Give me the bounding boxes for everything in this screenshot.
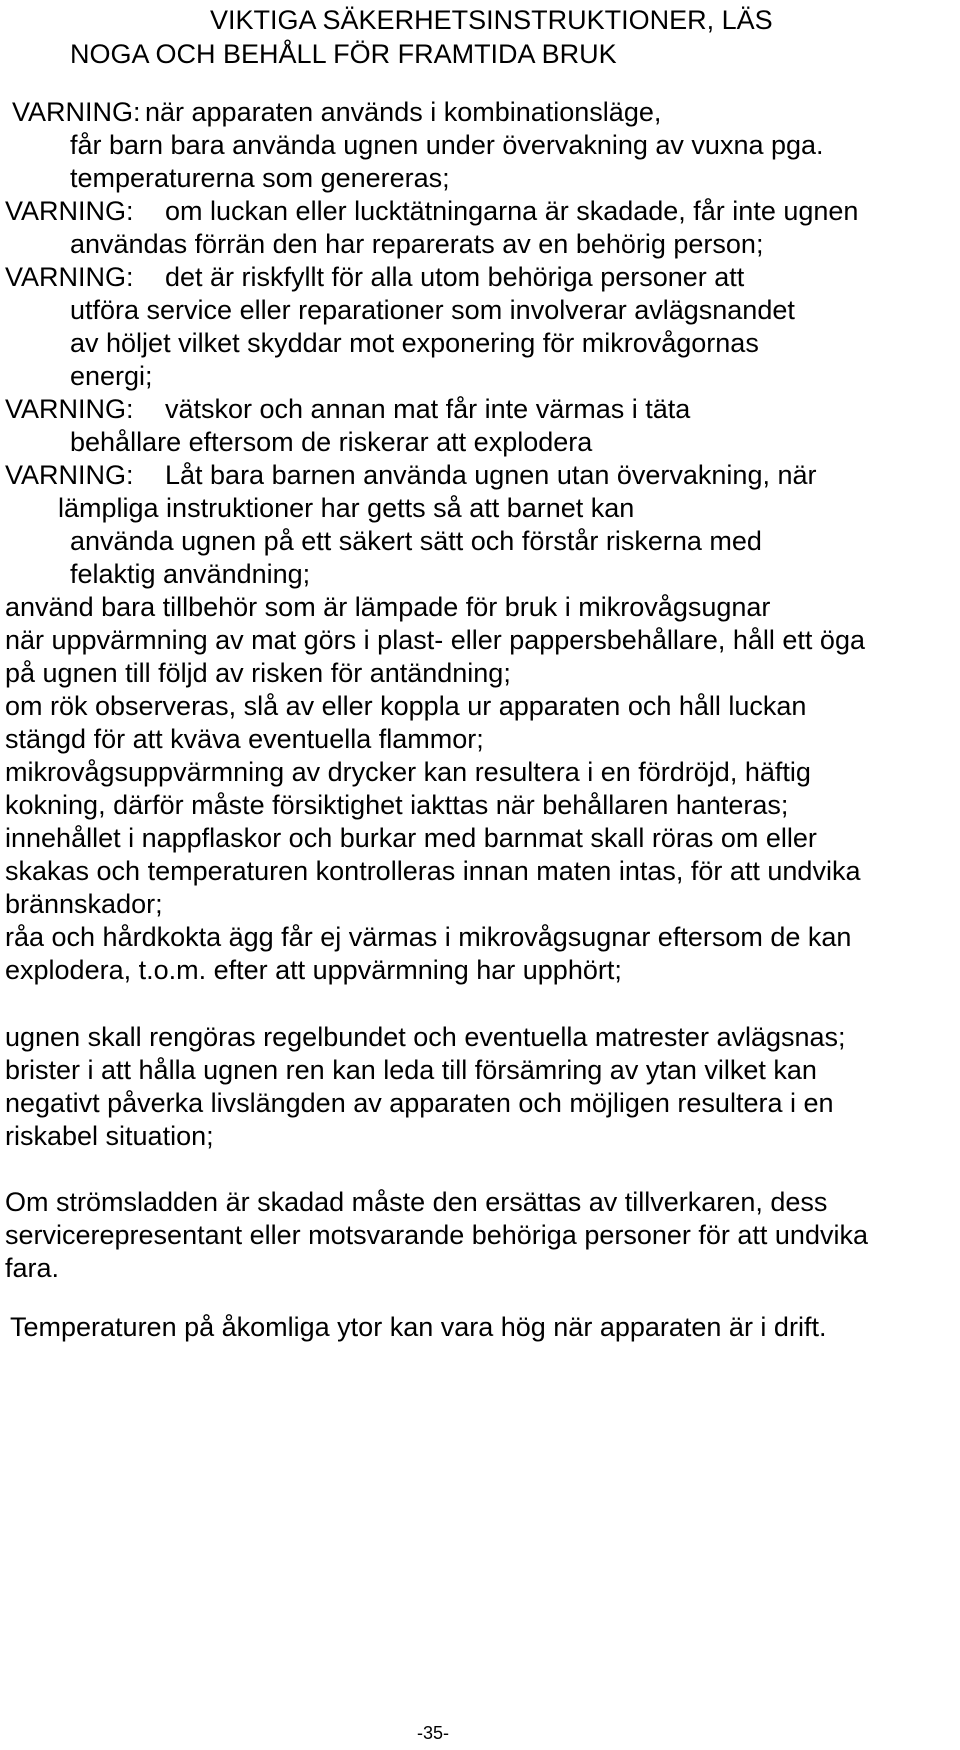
instruction-line-6: mikrovågsuppvärmning av drycker kan resultera i en fördröjd, häftig: [5, 757, 811, 787]
warning-2-label: VARNING:: [5, 196, 134, 226]
instruction-line-1: använd bara tillbehör som är lämpade för bruk i mikrovågsugnar: [5, 592, 771, 622]
instruction-line-9: skakas och temperaturen kontrolleras innan maten intas, för att undvika: [5, 856, 861, 886]
cleaning-line-4: riskabel situation;: [5, 1121, 214, 1151]
warning-5-line-1: Låt bara barnen använda ugnen utan övervakning, när: [165, 460, 817, 490]
warning-3-line-1: det är riskfyllt för alla utom behöriga personer att: [165, 262, 745, 292]
warning-1-line-3: temperaturerna som genereras;: [70, 163, 450, 193]
instruction-line-3: på ugnen till följd av risken för antändning;: [5, 658, 511, 688]
instruction-line-8: innehållet i nappflaskor och burkar med barnmat skall röras om eller: [5, 823, 817, 853]
warning-4-label: VARNING:: [5, 394, 134, 424]
power-cord-line-2: servicerepresentant eller motsvarande behöriga personer för att undvika: [5, 1220, 868, 1250]
instruction-line-7: kokning, därför måste försiktighet iakttas när behållaren hanteras;: [5, 790, 789, 820]
warning-2-line-2: användas förrän den har reparerats av en behörig person;: [70, 229, 764, 259]
title-line-2: NOGA OCH BEHÅLL FÖR FRAMTIDA BRUK: [70, 39, 617, 69]
title-line-1: VIKTIGA SÄKERHETSINSTRUKTIONER, LÄS: [210, 5, 773, 35]
cleaning-line-2: brister i att hålla ugnen ren kan leda till försämring av ytan vilket kan: [5, 1055, 817, 1085]
instruction-line-10: brännskador;: [5, 889, 163, 919]
instruction-line-5: stängd för att kväva eventuella flammor;: [5, 724, 484, 754]
warning-3-line-3: av höljet vilket skyddar mot exponering för mikrovågornas: [70, 328, 759, 358]
warning-3-label: VARNING:: [5, 262, 134, 292]
warning-3-line-4: energi;: [70, 361, 153, 391]
cleaning-line-3: negativt påverka livslängden av apparaten och möjligen resultera i en: [5, 1088, 834, 1118]
warning-5-line-3: använda ugnen på ett säkert sätt och förstår riskerna med: [70, 526, 762, 556]
warning-5-line-2: lämpliga instruktioner har getts så att barnet kan: [58, 493, 635, 523]
page-number: -35-: [417, 1723, 450, 1743]
instruction-line-4: om rök observeras, slå av eller koppla ur apparaten och håll luckan: [5, 691, 807, 721]
warning-4-line-2: behållare eftersom de riskerar att explodera: [70, 427, 593, 457]
surface-temperature-note: Temperaturen på åkomliga ytor kan vara hög när apparaten är i drift.: [10, 1312, 827, 1342]
instruction-line-2: när uppvärmning av mat görs i plast- eller pappersbehållare, håll ett öga: [5, 625, 865, 655]
warning-5-label: VARNING:: [5, 460, 134, 490]
warning-4-line-1: vätskor och annan mat får inte värmas i täta: [165, 394, 691, 424]
warning-1-line-1: när apparaten används i kombinationsläge,: [145, 97, 662, 127]
instruction-line-11: råa och hårdkokta ägg får ej värmas i mikrovågsugnar eftersom de kan: [5, 922, 852, 952]
cleaning-line-1: ugnen skall rengöras regelbundet och eventuella matrester avlägsnas;: [5, 1022, 846, 1052]
warning-2-line-1: om luckan eller lucktätningarna är skadade, får inte ugnen: [165, 196, 859, 226]
instruction-line-12: explodera, t.o.m. efter att uppvärmning har upphört;: [5, 955, 622, 985]
power-cord-line-3: fara.: [5, 1253, 60, 1283]
warning-1-label: VARNING:: [12, 97, 141, 127]
power-cord-line-1: Om strömsladden är skadad måste den ersättas av tillverkaren, dess: [5, 1187, 828, 1217]
warning-5-line-4: felaktig användning;: [70, 559, 311, 589]
warning-3-line-2: utföra service eller reparationer som involverar avlägsnandet: [70, 295, 795, 325]
warning-1-line-2: får barn bara använda ugnen under övervakning av vuxna pga.: [70, 130, 824, 160]
